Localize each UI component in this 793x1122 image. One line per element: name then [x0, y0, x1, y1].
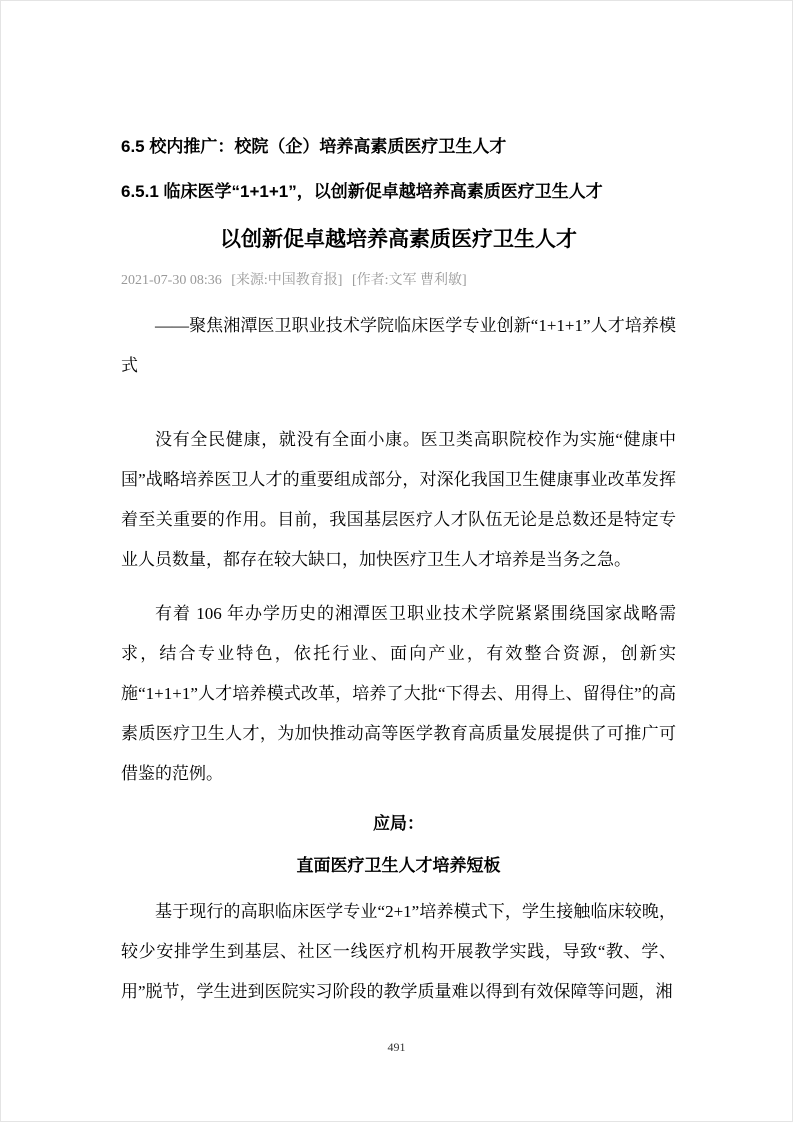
article-title: 以创新促卓越培养高素质医疗卫生人才 [220, 228, 577, 251]
article-datetime: 2021-07-30 08:36 [121, 273, 222, 288]
section-heading: 6.5 校内推广：校院（企）培养高素质医疗卫生人才 [121, 137, 507, 156]
paragraph-1: 没有全民健康，就没有全面小康。医卫类高职院校作为实施“健康中国”战略培养医卫人才的重要组成部分，对深化我国卫生健康事业改革发挥着至关重要的作用。目前，我国基层医疗人才队伍无论是总数还是特定专业人员数量，都存在较大缺口，加快医疗卫生人才培养是当务之急。 [121, 430, 676, 569]
section-label: 应局： [373, 814, 424, 833]
paragraph-2: 有着 106 年办学历史的湘潭医卫职业技术学院紧紧围绕国家战略需求，结合专业特色，依托行业、面向产业，有效整合资源，创新实施“1+1+1”人才培养模式改革，培养了大批“下得去、用得上、留得住”的高素质医疗卫生人才，为加快推动高等医学教育高质量发展提供了可推广可借鉴的范例。 [121, 604, 676, 783]
article-source: [来源:中国教育报] [231, 273, 343, 288]
article-subtitle: ——聚焦湘潭医卫职业技术学院临床医学专业创新“1+1+1”人才培养模式 [121, 316, 676, 375]
article-author: [作者:文军 曹利敏] [351, 273, 467, 288]
paragraph-3: 基于现行的高职临床医学专业“2+1”培养模式下，学生接触临床较晚，较少安排学生到基层、社区一线医疗机构开展教学实践，导致“教、学、用”脱节，学生进到医院实习阶段的教学质量难以得到有效保障等问题，湘 [121, 902, 676, 1001]
page-number: 491 [387, 1040, 406, 1054]
section-title: 直面医疗卫生人才培养短板 [296, 856, 501, 875]
subsection-heading: 6.5.1 临床医学“1+1+1”，以创新促卓越培养高素质医疗卫生人才 [121, 182, 603, 201]
article-meta [121, 272, 676, 290]
